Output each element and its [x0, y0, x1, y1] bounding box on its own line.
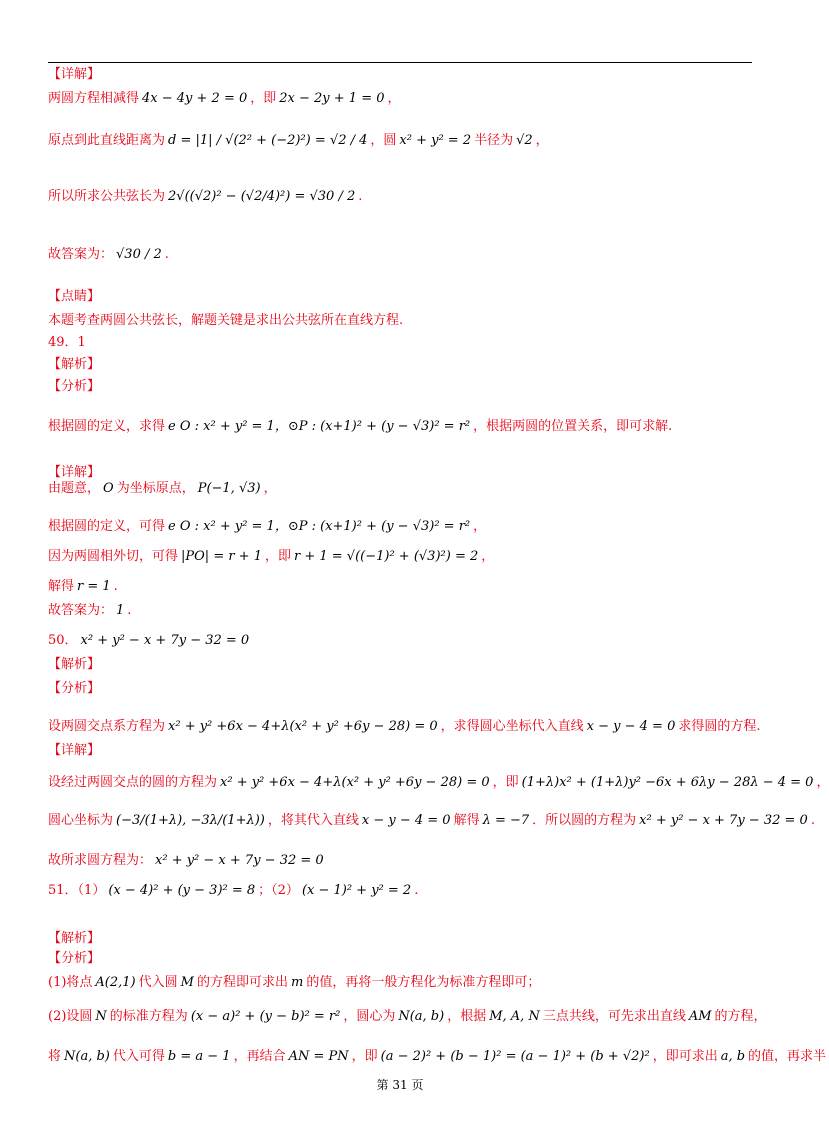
text-span: 【解析】	[48, 931, 101, 946]
text-span: ，	[481, 549, 495, 564]
math-expression: √30 / 2	[116, 247, 162, 262]
math-expression: x − y − 4 = 0	[361, 813, 451, 828]
text-line	[48, 680, 100, 698]
text-span: ，圆心为	[343, 1009, 396, 1024]
text-span: 代入圆	[138, 975, 178, 990]
text-span: .	[414, 883, 419, 898]
text-line	[48, 132, 549, 150]
text-span: 的值，再求半	[748, 1049, 827, 1064]
math-expression: x² + y² − x + 7y − 32 = 0	[155, 853, 324, 868]
math-expression: d = |1| / √(2² + (−2)²) = √2 / 4	[168, 133, 368, 148]
text-span: .	[358, 189, 363, 204]
text-span: 49．1	[48, 335, 86, 350]
math-expression: (−3/(1+λ), −3λ/(1+λ))	[116, 813, 265, 828]
text-span: 【详解】	[48, 67, 101, 82]
text-span: 设两圆交点系方程为	[48, 719, 166, 734]
math-expression: 2x − 2y + 1 = 0	[279, 91, 385, 106]
text-span: (2)设圆	[48, 1009, 93, 1024]
text-span: ，即	[351, 1049, 378, 1064]
text-span: 【解析】	[48, 357, 101, 372]
text-span: 因为两圆相外切，可得	[48, 549, 179, 564]
math-expression: (x − a)² + (y − b)² = r²	[190, 1009, 341, 1024]
text-span: 根据圆的定义，求得	[48, 419, 166, 434]
text-line	[48, 418, 672, 436]
text-span: 半径为	[474, 133, 514, 148]
text-line	[48, 378, 100, 396]
text-span: ，即	[492, 775, 519, 790]
text-span: 【分析】	[48, 681, 101, 696]
text-line	[48, 312, 403, 330]
text-span: 的标准方程为	[109, 1009, 188, 1024]
math-expression: O	[103, 481, 114, 496]
text-line	[48, 188, 362, 206]
text-span: .	[164, 247, 169, 262]
text-span: 求得圆的方程.	[678, 719, 761, 734]
text-span: (1)将点	[48, 975, 93, 990]
math-expression: (1+λ)x² + (1+λ)y² −6x + 6λy − 28λ − 4 = 0	[521, 775, 814, 790]
text-span: ，	[473, 519, 487, 534]
text-span: 【详解】	[48, 743, 101, 758]
text-span: 原点到此直线距离为	[48, 133, 166, 148]
text-span: 圆心坐标为	[48, 813, 114, 828]
text-line	[48, 66, 100, 84]
math-expression: N(a, b)	[398, 1009, 445, 1024]
text-span: 两圆方程相减得	[48, 91, 140, 106]
text-span: ；（2）	[258, 883, 299, 898]
math-expression: λ = −7	[482, 813, 530, 828]
math-expression: r = 1	[77, 579, 111, 594]
text-span: ，将其代入直线	[267, 813, 359, 828]
text-span: 解得	[453, 813, 480, 828]
math-expression: AN = PN	[288, 1049, 349, 1064]
text-span: 故答案为：	[48, 247, 114, 262]
text-span: 代入可得	[112, 1049, 165, 1064]
text-line	[48, 548, 494, 566]
text-span: 解得	[48, 579, 75, 594]
math-expression: x − y − 4 = 0	[586, 719, 676, 734]
math-expression: P(−1, √3)	[197, 481, 261, 496]
text-line	[48, 1008, 767, 1026]
text-line	[48, 632, 252, 650]
math-expression: x² + y² +6x − 4+λ(x² + y² +6y − 28) = 0	[220, 775, 490, 790]
text-span: 【详解】	[48, 465, 101, 480]
text-span: ，再结合	[233, 1049, 286, 1064]
text-line	[48, 882, 418, 900]
text-line	[48, 334, 86, 352]
math-expression: N(a, b)	[64, 1049, 110, 1064]
text-line	[48, 288, 100, 306]
text-span: 【点睛】	[48, 289, 101, 304]
text-span: 的方程，	[714, 1009, 767, 1024]
math-expression: (x − 1)² + y² = 2	[301, 883, 412, 898]
text-span: ，	[387, 91, 401, 106]
math-expression: |PO| = r + 1	[181, 549, 262, 564]
math-expression: 1	[116, 603, 125, 618]
math-expression: 2√((√2)² − (√2/4)²) = √30 / 2	[168, 189, 356, 204]
text-span: 故所求圆方程为：	[48, 853, 153, 868]
text-line	[48, 518, 486, 536]
text-line	[48, 246, 169, 264]
text-line	[48, 656, 100, 674]
math-expression: M	[180, 975, 194, 990]
math-expression: b = a − 1	[167, 1049, 231, 1064]
text-line	[48, 774, 829, 792]
text-span: .	[810, 813, 815, 828]
math-expression: m	[290, 975, 304, 990]
math-expression: x² + y² +6x − 4+λ(x² + y² +6y − 28) = 0	[168, 719, 438, 734]
text-line	[48, 578, 118, 596]
math-expression: x² + y² = 2	[399, 133, 472, 148]
text-span: ，	[263, 481, 277, 496]
math-expression: M, A, N	[489, 1009, 540, 1024]
text-span: 【解析】	[48, 657, 101, 672]
math-expression: e O : x² + y² = 1，⊙P : (x+1)² + (y − √3)² = r²	[168, 419, 471, 434]
text-line	[48, 812, 815, 830]
math-expression: x² + y² − x + 7y − 32 = 0	[80, 633, 250, 648]
text-span: 故答案为：	[48, 603, 114, 618]
text-line	[48, 974, 540, 992]
text-line	[48, 852, 327, 870]
text-span: 的方程即可求出	[196, 975, 288, 990]
text-span: 的值，再将一般方程化为标准方程即可；	[306, 975, 541, 990]
text-span: 设经过两圆交点的圆的方程为	[48, 775, 218, 790]
math-expression: 4x − 4y + 2 = 0	[142, 91, 248, 106]
text-span: ．所以圆的方程为	[532, 813, 637, 828]
text-line	[48, 950, 100, 968]
text-span: .	[127, 603, 132, 618]
page-footer: 第 31 页	[376, 1078, 424, 1092]
text-span: 将	[48, 1049, 62, 1064]
text-span: ，即	[264, 549, 291, 564]
text-span: 三点共线，可先求出直线	[542, 1009, 686, 1024]
text-span: 【分析】	[48, 951, 101, 966]
text-span: 【分析】	[48, 379, 101, 394]
text-span: ，根据两圆的位置关系，即可求解.	[473, 419, 673, 434]
math-expression: √2	[516, 133, 533, 148]
math-expression: x² + y² − x + 7y − 32 = 0	[639, 813, 808, 828]
text-line	[48, 718, 761, 736]
text-span: 由题意，	[48, 481, 101, 496]
text-span: ，即	[250, 91, 277, 106]
math-expression: e O : x² + y² = 1，⊙P : (x+1)² + (y − √3)² = r²	[168, 519, 471, 534]
text-span: ，圆	[370, 133, 397, 148]
text-span: 所以所求公共弦长为	[48, 189, 166, 204]
text-span: ，根据	[447, 1009, 487, 1024]
text-span: 本题考查两圆公共弦长，解题关键是求出公共弦所在直线方程.	[48, 313, 404, 328]
text-span: ，	[535, 133, 549, 148]
text-span: 根据圆的定义，可得	[48, 519, 166, 534]
text-span: .	[113, 579, 118, 594]
math-expression: (a − 2)² + (b − 1)² = (a − 1)² + (b + √2)²	[380, 1049, 650, 1064]
text-span: 50．	[48, 633, 78, 648]
text-line	[48, 742, 100, 760]
text-line	[48, 356, 100, 374]
text-line	[48, 602, 131, 620]
text-line	[48, 1048, 826, 1066]
math-expression: (x − 4)² + (y − 3)² = 8	[108, 883, 256, 898]
math-expression: r + 1 = √((−1)² + (√3)²) = 2	[294, 549, 479, 564]
text-span: ，即可求出	[652, 1049, 718, 1064]
math-expression: AM	[688, 1009, 712, 1024]
text-line	[48, 90, 401, 108]
text-span: ，求得圆心坐标代入直线	[440, 719, 584, 734]
text-span: ，	[816, 775, 829, 790]
text-span: 为坐标原点，	[116, 481, 195, 496]
text-span: 51．（1）	[48, 883, 106, 898]
math-expression: A(2,1)	[95, 975, 136, 990]
math-expression: N	[95, 1009, 107, 1024]
math-expression: a, b	[720, 1049, 746, 1064]
header-rule	[48, 62, 752, 63]
text-line	[48, 480, 277, 498]
text-line	[48, 930, 100, 948]
